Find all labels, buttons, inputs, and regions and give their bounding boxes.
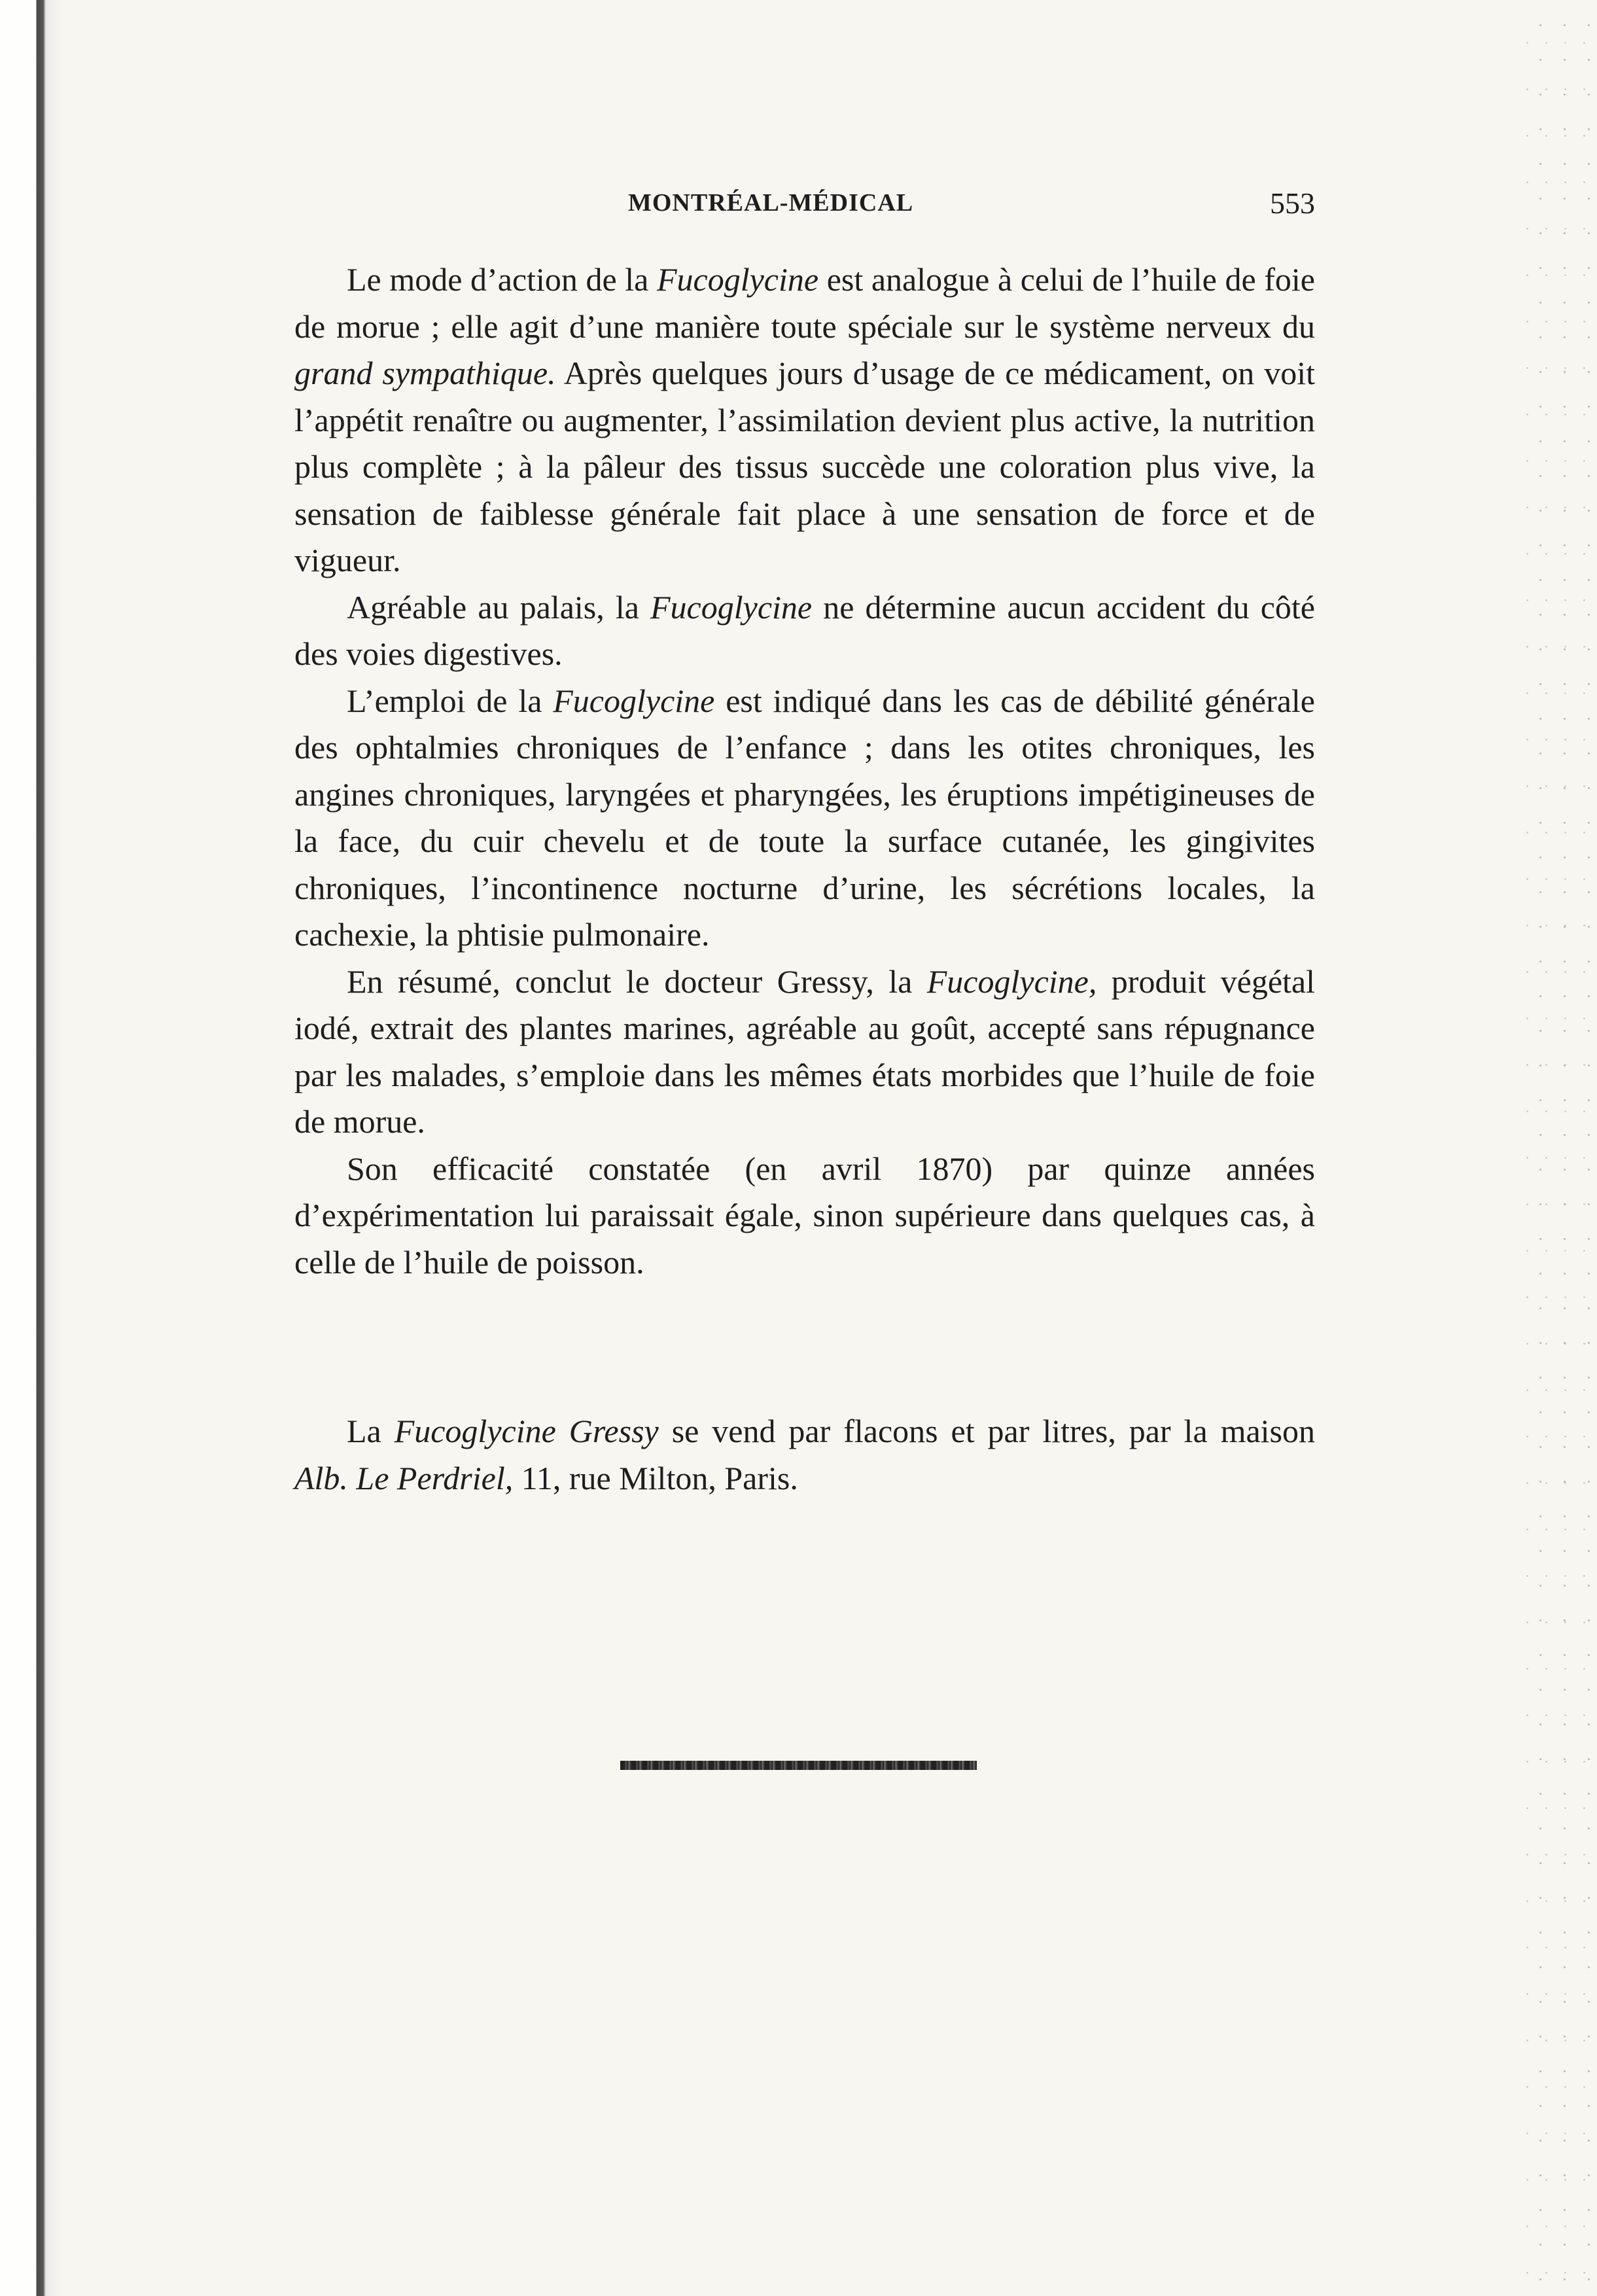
product-name: Fucoglycine (553, 682, 715, 719)
scan-speckles (1525, 0, 1597, 2296)
paragraph-action (294, 256, 1315, 584)
paragraph-4-text-c: produit végétal iodé, extrait des plantes marines, agréable au goût, accepté sans répugnance par les malades, s’emploie dans les mêmes états morbides que l’huile de foie de morue. (294, 963, 1316, 1140)
decorative-rule (620, 1761, 977, 1770)
sales-text-c: se vend par flacons et par litres, par la maison (658, 1413, 1316, 1449)
product-name: Fucoglycine, (926, 963, 1097, 1000)
paragraph-indications (294, 678, 1315, 959)
paragraph-sales (294, 1408, 1315, 1502)
product-name: Fucoglycine (656, 261, 819, 298)
paragraph-1-text-e: Après quelques jours d’usage de ce médicament, on voit l’appétit renaître ou augmenter, l’assimilation devient plus active, la nutrition plus complète ; à la pâleur des tissus succède une coloration plus vive, la sensation de faiblesse générale fait place à une sensation de force et de vigueur. (294, 355, 1315, 578)
paragraph-efficacy (294, 1146, 1315, 1286)
paragraph-5-text: Son efficacité constatée (en avril 1870) par quinze années d’expérimentation lui paraissait égale, sinon supérieure dans quelques cas, à celle de l’huile de poisson. (294, 1150, 1315, 1280)
paragraph-3-text-c: est indiqué dans les cas de débilité générale des ophtalmies chroniques de l’enfance ; dans les otites chroniques, les angines chroniques, laryngées et pharyngées, les éruptions impétigineuses de la face, du cuir chevelu et de toute la surface cutanée, les gingivites chroniques, l’incontinence nocturne d’urine, les sécrétions locales, la cachexie, la phtisie pulmonaire. (294, 682, 1316, 953)
product-name: Fucoglycine (650, 588, 813, 626)
paragraph-summary (294, 959, 1315, 1146)
seller-address: 11, rue Milton, Paris. (513, 1459, 798, 1496)
paragraph-2-text-a: Agréable au palais, la (347, 588, 651, 626)
seller-name: Alb. Le Perdriel, (294, 1459, 514, 1496)
sales-notice (294, 1408, 1315, 1502)
grand-sympathique: grand sympathique. (294, 355, 556, 391)
paragraph-1-text-c: est analogue à celui de l’huile de foie de morue ; elle agit d’une manière toute spéciale sur le système nerveux du (294, 261, 1315, 345)
paragraph-1-text-a: Le mode d’action de la (347, 261, 657, 298)
product-brand: Fucoglycine Gressy (394, 1413, 659, 1449)
binding-edge (0, 0, 62, 2296)
page-header (294, 182, 1315, 228)
paragraph-3-text-a: L’emploi de la (347, 682, 553, 719)
paragraph-4-text-a: En résumé, conclut le docteur Gressy, la (347, 963, 927, 1000)
paragraph-palatable (294, 584, 1315, 678)
article-body (294, 256, 1315, 1286)
sales-text-a: La (347, 1413, 395, 1449)
paragraph-2-text-c: ne détermine aucun accident du côté des voies digestives. (294, 588, 1315, 672)
running-title: MONTRÉAL-MÉDICAL (628, 189, 914, 217)
page-number: 553 (1270, 186, 1315, 220)
